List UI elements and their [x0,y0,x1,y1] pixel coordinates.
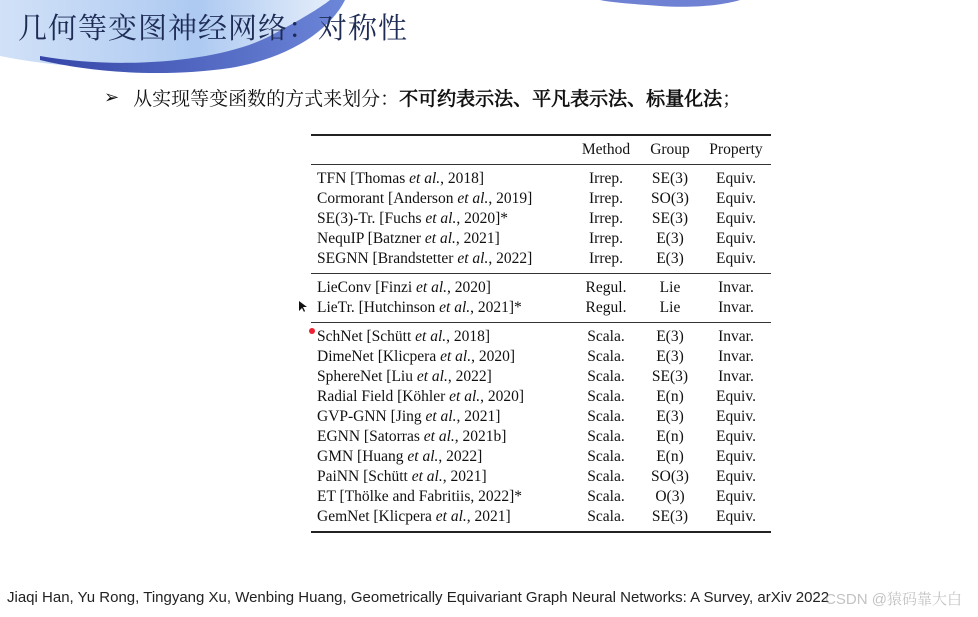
table-row [311,407,771,427]
table-row [311,274,771,298]
model-name: GemNet [Klicpera [317,508,432,525]
model-name: DimeNet [Klicpera [317,348,437,365]
header-group: Group [650,141,690,158]
table-row [311,323,771,347]
table-row [311,209,771,229]
citation-year: , 2020] [471,348,516,365]
cell-property: Equiv. [716,388,756,405]
model-name: SchNet [Schütt [317,328,412,345]
arrow-bullet-icon: ➢ [104,87,120,108]
citation-year: , 2021] [456,408,501,425]
et-al: et al. [439,299,471,316]
cell-method: Scala. [587,408,625,425]
cell-method: Irrep. [589,250,623,267]
cell-property: Equiv. [716,230,756,247]
cell-method: Irrep. [589,190,623,207]
cell-group: E(n) [656,428,684,445]
cell-group: E(3) [656,328,684,345]
model-name: Radial Field [Köhler [317,388,446,405]
citation-year: , 2020] [480,388,525,405]
et-al: et al. [457,190,489,207]
cell-method: Scala. [587,388,625,405]
cell-model-name [311,447,573,467]
table-row [311,467,771,487]
cell-method: Scala. [587,348,625,365]
model-name: SphereNet [Liu [317,368,413,385]
table-row [311,229,771,249]
model-name: LieConv [Finzi [317,279,413,296]
cell-property: Equiv. [716,170,756,187]
table-row [311,347,771,367]
cell-model-name [311,189,573,209]
cell-group: SO(3) [651,468,689,485]
et-al: et al. [415,328,447,345]
cell-method: Irrep. [589,170,623,187]
et-al: et al. [423,428,455,445]
cell-model-name [311,165,573,189]
cell-property: Equiv. [716,448,756,465]
laser-pointer-dot [309,328,315,334]
et-al: et al. [435,508,467,525]
header-empty [311,136,573,164]
et-al: et al. [425,210,457,227]
cell-model-name [311,298,573,322]
model-name: Cormorant [Anderson [317,190,454,207]
et-al: et al. [425,408,457,425]
model-name: SEGNN [Brandstetter [317,250,454,267]
table-row [311,507,771,531]
header-method: Method [581,141,631,158]
cell-property: Invar. [718,299,754,316]
et-al: et al. [457,250,489,267]
bullet-point [104,84,741,111]
cell-model-name [311,249,573,273]
citation-year: , 2021] [442,468,487,485]
cell-property: Invar. [718,348,754,365]
cell-group: Lie [659,279,681,296]
cell-model-name [311,229,573,249]
model-name: LieTr. [Hutchinson [317,299,436,316]
cell-model-name [311,407,573,427]
model-name: GVP-GNN [Jing [317,408,422,425]
cell-group: O(3) [655,488,685,505]
model-name: EGNN [Satorras [317,428,420,445]
model-name: NequIP [Batzner [317,230,422,247]
citation-year: , 2021b] [454,428,507,445]
citation-year: , 2021]* [470,299,522,316]
cell-method: Scala. [587,368,625,385]
cell-model-name [311,487,573,507]
et-al: et al. [407,448,439,465]
slide-title: 几何等变图神经网络：对称性 [18,11,409,45]
bullet-prefix: 从实现等变函数的方式来划分： [133,88,400,110]
table-row [311,249,771,273]
model-name: PaiNN [Schütt [317,468,408,485]
cell-group: SE(3) [651,210,689,227]
cell-property: Invar. [718,328,754,345]
cell-group: SO(3) [651,190,689,207]
cell-property: Equiv. [716,250,756,267]
cell-group: E(3) [656,230,684,247]
cell-property: Equiv. [716,210,756,227]
cell-property: Equiv. [716,488,756,505]
methods-table [311,134,771,533]
bullet-bold-text: 不可约表示法、平凡表示法、标量化法 [399,88,723,110]
citation-year: , 2022] [447,368,492,385]
table-body [311,164,771,531]
cell-group: E(3) [656,348,684,365]
model-name: GMN [Huang [317,448,404,465]
cell-method: Regul. [585,299,627,316]
cell-property: Invar. [718,368,754,385]
cell-model-name [311,367,573,387]
cell-model-name [311,467,573,487]
cell-method: Scala. [587,488,625,505]
cell-group: SE(3) [651,368,689,385]
model-name: TFN [Thomas [317,170,406,187]
cell-method: Scala. [587,508,625,525]
cell-property: Equiv. [716,508,756,525]
table-row [311,298,771,322]
cell-method: Scala. [587,328,625,345]
cell-property: Equiv. [716,190,756,207]
cell-property: Equiv. [716,428,756,445]
citation-year: , 2020]* [456,210,509,227]
table-row [311,189,771,209]
bullet-suffix: ； [722,88,742,110]
cell-method: Irrep. [589,230,623,247]
et-al: et al. [440,348,472,365]
cell-method: Irrep. [589,210,623,227]
et-al: et al. [449,388,481,405]
cell-group: SE(3) [651,508,689,525]
cell-model-name [311,347,573,367]
paper-citation: Jiaqi Han, Yu Rong, Tingyang Xu, Wenbing Huang, Geometrically Equivariant Graph Neural Networks: A Survey, arXiv 2022 [7,589,830,606]
et-al: et al. [409,170,441,187]
cell-method: Scala. [587,468,625,485]
citation-year: , 2020] [447,279,491,296]
table-bottom-rule [311,531,771,533]
et-al: et al. [424,230,456,247]
model-name: SE(3)-Tr. [Fuchs [317,210,422,227]
mouse-cursor-icon [299,301,307,313]
cell-group: SE(3) [651,170,689,187]
cell-method: Scala. [587,448,625,465]
citation-year: , 2022] [438,448,483,465]
cell-model-name [311,209,573,229]
table-row [311,367,771,387]
table-row [311,387,771,407]
cell-model-name [311,387,573,407]
cell-method: Scala. [587,428,625,445]
cell-property: Invar. [718,279,754,296]
citation-year: , 2021] [455,230,500,247]
table-row [311,487,771,507]
cell-group: E(n) [656,448,684,465]
cell-model-name [311,507,573,531]
citation-year: , 2018] [446,328,491,345]
et-al: et al. [416,368,448,385]
table-row [311,427,771,447]
cell-model-name [311,274,573,298]
header-property: Property [709,141,763,158]
citation-year: , 2018] [440,170,485,187]
citation-year: , 2022] [488,250,533,267]
cell-model-name [311,323,573,347]
cell-group: E(3) [656,408,684,425]
citation-year: , 2019] [488,190,533,207]
table-header-row [311,136,771,164]
cell-group: E(3) [656,250,684,267]
cell-group: E(n) [656,388,684,405]
et-al: et al. [416,279,448,296]
citation-year: , 2021] [466,508,511,525]
cell-method: Regul. [585,279,627,296]
model-name: ET [Thölke and Fabritiis, 2022]* [317,488,523,505]
et-al: et al. [411,468,443,485]
table-row [311,165,771,189]
cell-property: Equiv. [716,468,756,485]
table-row [311,447,771,467]
cell-property: Equiv. [716,408,756,425]
cell-model-name [311,427,573,447]
cell-group: Lie [659,299,681,316]
watermark: CSDN @猿码靠大白 [825,591,962,608]
